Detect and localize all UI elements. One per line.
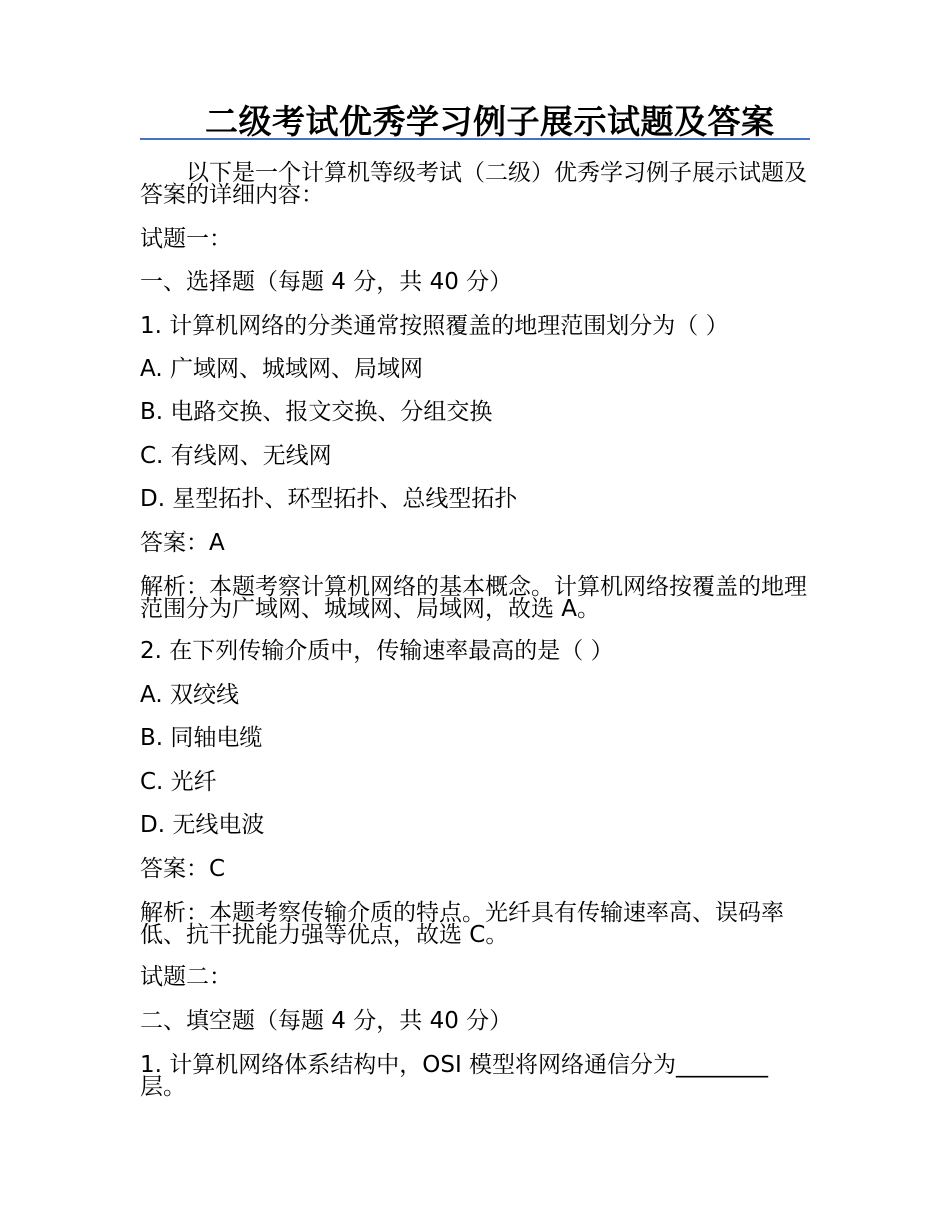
q1-option-c: C. 有线网、无线网 — [140, 443, 332, 469]
s2-q1-question: 1. 计算机网络体系结构中，OSI 模型将网络通信分为________层。 — [140, 1052, 769, 1100]
section2-subheading: 二、填空题（每题 4 分，共 40 分） — [140, 1008, 513, 1034]
q2-option-b: B. 同轴电缆 — [140, 725, 263, 751]
q2-answer: 答案：C — [140, 856, 226, 882]
document-title: 二级考试优秀学习例子展示试题及答案 — [205, 102, 775, 141]
q2-question: 2. 在下列传输介质中，传输速率最高的是（ ） — [140, 638, 614, 664]
q2-option-a: A. 双绞线 — [140, 682, 239, 708]
q1-option-a: A. 广域网、城域网、局域网 — [140, 356, 423, 382]
section1-subheading: 一、选择题（每题 4 分，共 40 分） — [140, 269, 513, 295]
q1-answer: 答案：A — [140, 530, 225, 556]
q2-analysis: 解析：本题考察传输介质的特点。光纤具有传输速率高、误码率低、抗干扰能力强等优点，故选 C。 — [140, 900, 784, 948]
q1-option-d: D. 星型拓扑、环型拓扑、总线型拓扑 — [140, 486, 518, 512]
intro-paragraph: 以下是一个计算机等级考试（二级）优秀学习例子展示试题及答案的详细内容： — [140, 160, 807, 208]
section2-heading: 试题二： — [140, 964, 232, 990]
section1-heading: 试题一： — [140, 226, 232, 252]
q1-analysis: 解析：本题考察计算机网络的基本概念。计算机网络按覆盖的地理范围分为广域网、城域网、局域网，故选 A。 — [140, 574, 807, 622]
title-underline — [140, 138, 810, 140]
q1-question: 1. 计算机网络的分类通常按照覆盖的地理范围划分为（ ） — [140, 313, 729, 339]
q1-option-b: B. 电路交换、报文交换、分组交换 — [140, 399, 493, 425]
q2-option-d: D. 无线电波 — [140, 812, 265, 838]
q2-option-c: C. 光纤 — [140, 769, 217, 795]
